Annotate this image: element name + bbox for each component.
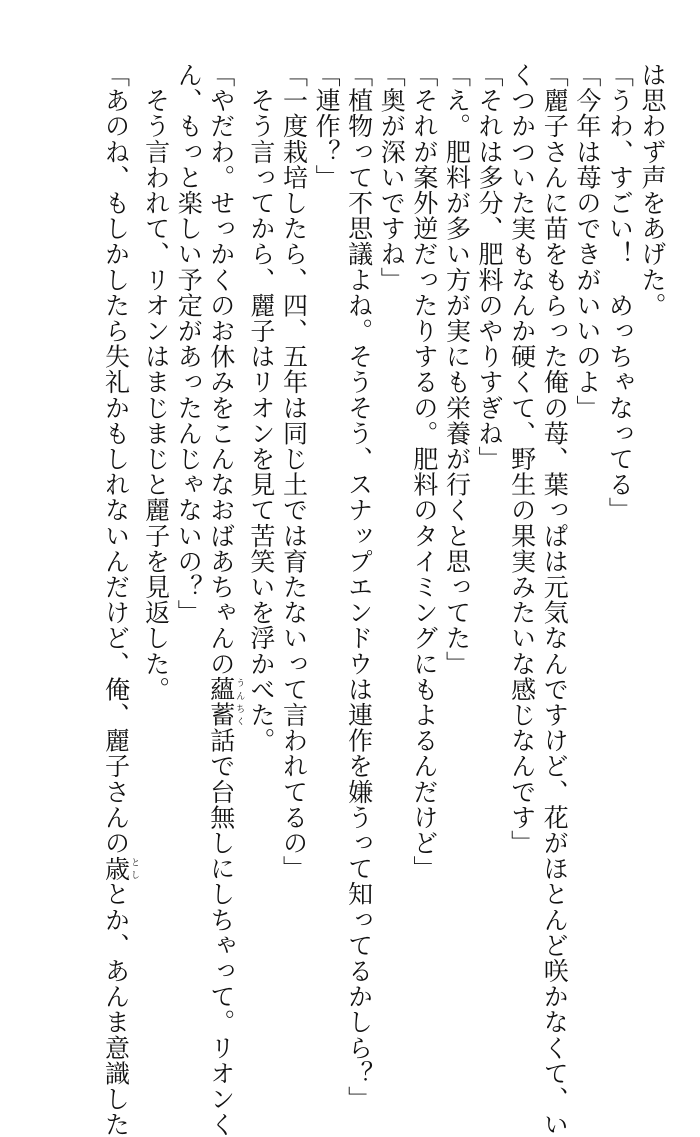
ruby-annotation [101,855,139,882]
text-line: 「それが案外逆だったりするの。肥料のタイミングにもよるんだけど」 [409,62,439,882]
text-line: そう言われて、リオンはまじまじと麗子を見返した。 [141,62,171,702]
vertical-text-body [99,62,668,1137]
text-line: 「植物って不思議よね。そうそう、スナップエンドウは連作を嫌うって知ってるかしら？」 [344,62,374,1112]
text-segment: とか、あんま意識した [101,881,131,1137]
text-line: 「うわ、すごい！ めっちゃなってる」 [605,62,635,523]
text-line: くつかついた実もなんか硬くて、野生の果実みたいな感じなんです」 [507,62,537,856]
text-line: 「奥が深いですね」 [377,62,407,293]
text-line: そう言ってから、麗子はリオンを見て苦笑いを浮かべた。 [246,62,276,754]
text-line: 「え。肥料が多い方が実にも栄養が行くと思ってた」 [442,62,472,677]
text-line: 「麗子さんに苗をもらった俺の苺、葉っぱは元気なんですけど、花がほとんど咲かなくて、い [540,62,570,1137]
text-line: ん、もっと楽しい予定があったんじゃないの？」 [174,62,204,626]
text-line: は思わず声をあげた。 [638,62,667,318]
text-line-with-ruby [204,62,245,1137]
text-line: 「それは多分、肥料のやりすぎね」 [475,62,505,472]
ruby-reading: うんちく [234,676,245,728]
text-line: 「今年は苺のできがいいのよ」 [572,62,602,421]
ruby-reading: とし [129,855,139,882]
text-line: 「一度栽培したら、四、五年は同じ土では育たないって言われてるの」 [279,62,309,882]
ruby-base: 歳 [101,855,131,882]
text-segment: 話で台無しにしちゃって。リオンく [206,727,236,1137]
ruby-base: 蘊蓄 [206,676,236,728]
text-segment: 「あのね、もしかしたら失礼かもしれないんだけど、俺、麗子さんの [101,62,131,856]
text-line-with-ruby [99,62,139,1137]
text-line: 「連作？」 [312,62,342,190]
text-segment: 「やだわ。せっかくのお休みをこんなおばあちゃんの [206,62,236,677]
ruby-annotation [206,676,245,728]
